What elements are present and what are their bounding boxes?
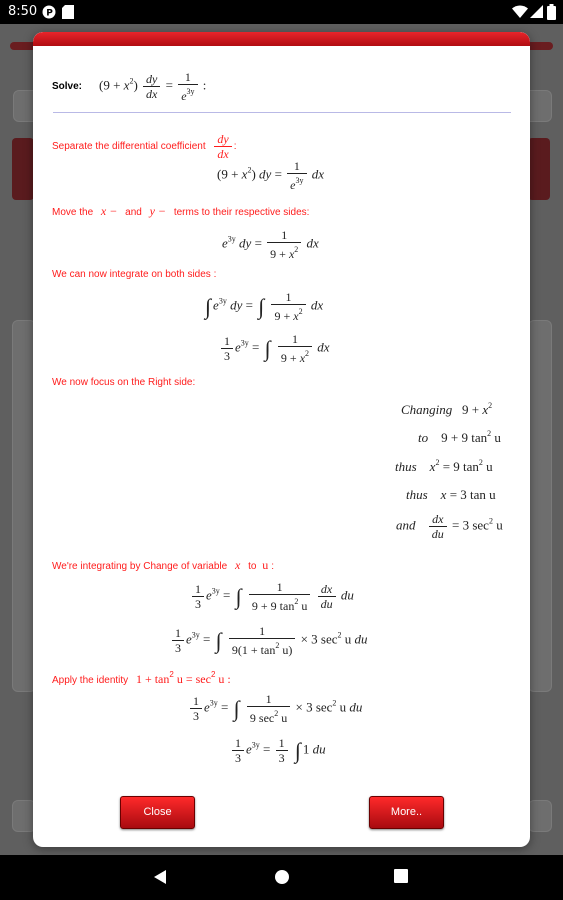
- status-bar: [0, 0, 563, 24]
- recents-icon[interactable]: [394, 869, 408, 883]
- dialog-header-bar: [33, 32, 530, 46]
- step-move-terms: Move the x − and y − terms to their respective sides:: [52, 204, 310, 218]
- solution-dialog: [33, 32, 530, 847]
- equation-integrated-left: $\frac{1}{3}$ $e^{3y}$ = ∫ $\frac{1}{9 + x^2}$ dx: [219, 332, 330, 365]
- step-move-and: and: [125, 207, 142, 218]
- substitution-and-derivative: and $\frac{dx}{du}$ = 3 $\sec^2 u$: [396, 512, 503, 541]
- step-separate-text: Separate the differential coefficient: [52, 141, 206, 153]
- back-icon[interactable]: [153, 869, 167, 885]
- signal-icon: [530, 5, 543, 18]
- substitution-thus-x: thus x = 3 tan u: [406, 487, 496, 502]
- equation-identity-applied: $\frac{1}{3}$ $e^{3y}$ = ∫ $\frac{1}{9 \sec^2 u}$ × 3 $\sec^2 u$ du: [188, 692, 362, 725]
- substitution-thus-label: thus: [395, 459, 417, 474]
- equation-separated: $(9 + x^2)$ dy = $\frac{1}{e^{3y}}$ dx: [217, 159, 325, 192]
- equation-substituted: $\frac{1}{3}$ $e^{3y}$ = ∫ $\frac{1}{9 + 9 \tan^2 u}$ $\frac{dx}{du}$ du: [190, 580, 354, 613]
- substitution-and-label: and: [396, 517, 416, 533]
- substitution-thus-label-2: thus: [406, 487, 428, 502]
- close-button[interactable]: Close: [120, 796, 195, 829]
- substitution-changing-label: Changing: [401, 402, 453, 417]
- home-icon[interactable]: [274, 869, 290, 885]
- step-move-text: Move the: [52, 207, 94, 218]
- svg-text:P: P: [46, 8, 53, 19]
- equation-integral: ∫ $e^{3y}$ dy = ∫ $\frac{1}{9 + x^2}$ dx: [205, 290, 324, 323]
- step-change-variable: We're integrating by Change of variable x to u :: [52, 558, 274, 572]
- step-right-side: We now focus on the Right side:: [52, 377, 196, 388]
- substitution-changing: Changing $9 + x^2$: [401, 401, 493, 417]
- status-time: 8:50: [8, 4, 38, 19]
- step-separate: Separate the differential coefficient $\frac{dy}{dx}$ :: [52, 132, 237, 161]
- solve-label: Solve:: [52, 81, 83, 92]
- substitution-thus-square: thus $x^2 = 9$ $\tan^2 u$: [395, 458, 493, 474]
- divider: [53, 112, 511, 113]
- equation-simplified: $\frac{1}{3}$ $e^{3y}$ = $\frac{1}{3}$ ∫ 1 du: [230, 736, 326, 765]
- background-footer-right: [528, 800, 552, 832]
- step-change-variable-text: We're integrating by Change of variable: [52, 561, 228, 572]
- step-change-variable-to: to: [248, 561, 257, 572]
- more-button[interactable]: More..: [369, 796, 444, 829]
- wifi-icon: [512, 5, 528, 19]
- sd-card-icon: [62, 5, 74, 19]
- equation-factored: $\frac{1}{3}$ $e^{3y}$ = ∫ $\frac{1}{9(1 + \tan^2 u)}$ × 3 $\sec^2 u$ du: [170, 624, 368, 657]
- step-integrate: We can now integrate on both sides :: [52, 269, 217, 280]
- background-red-panel-left: [12, 138, 34, 200]
- equation-problem: $(9 + x^2)$ $\frac{dy}{dx}$ = $\frac{1}{e^{3y}}$ :: [99, 70, 207, 103]
- substitution-to-label: to: [418, 430, 429, 445]
- background-red-panel-right: [528, 138, 550, 200]
- step-move-suffix: terms to their respective sides:: [173, 207, 310, 218]
- navigation-bar: [0, 855, 563, 900]
- battery-icon: [547, 4, 556, 20]
- equation-moved: $e^{3y}$ dy = $\frac{1}{9 + x^2}$ dx: [222, 228, 319, 261]
- background-content-right: [528, 320, 552, 692]
- substitution-to: to 9 + 9 $\tan^2 u$: [418, 429, 501, 445]
- step-identity-text: Apply the identity: [52, 675, 129, 686]
- app-notification-icon: [42, 5, 56, 19]
- step-identity: Apply the identity $1 + \tan^2 u = \sec^2 u$ :: [52, 670, 231, 686]
